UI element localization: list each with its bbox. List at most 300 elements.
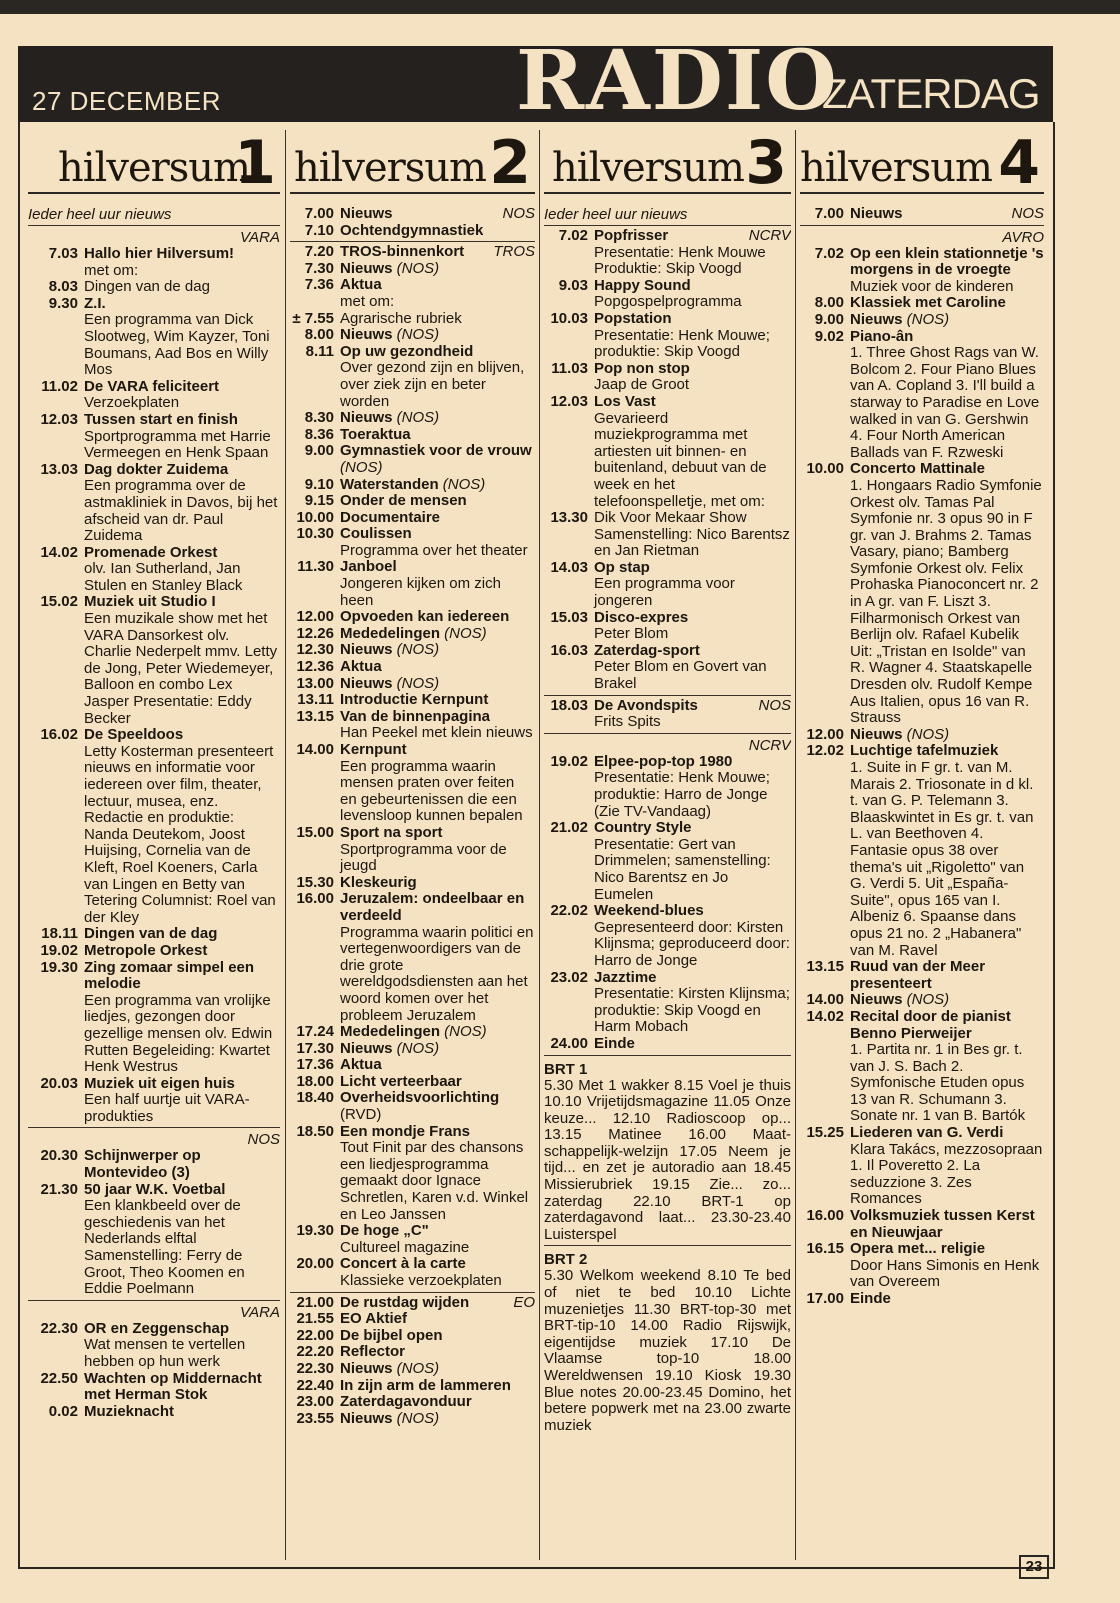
program-title: Zaterdagavonduur — [340, 1393, 472, 1411]
program-time: 13.15 — [296, 707, 334, 725]
program-note: (NOS) — [392, 1039, 440, 1057]
program-body — [340, 1295, 535, 1312]
program-time: 7.03 — [48, 245, 78, 262]
program-title: Weekend-blues — [594, 902, 704, 920]
program-entry — [800, 329, 1044, 462]
program-time: 16.03 — [550, 641, 588, 659]
program-body — [340, 692, 535, 709]
program-description: (RVD) — [340, 1106, 382, 1124]
program-body — [340, 1411, 535, 1428]
program-entry — [290, 311, 535, 328]
program-title: Nieuws — [340, 1039, 393, 1057]
program-title: Nieuws — [850, 725, 903, 743]
program-time: 18.50 — [296, 1122, 334, 1140]
program-body — [850, 1241, 1044, 1291]
program-entry — [800, 1291, 1044, 1308]
program-entry — [290, 427, 535, 444]
program-title: OR en Zeggenschap — [84, 1319, 230, 1337]
program-description: Klara Takács, mezzosopraan 1. Il Poveretto 2. La seduzzione 3. Zes Romances — [850, 1140, 1043, 1208]
program-title: Coulissen — [340, 525, 412, 543]
program-title: Aktua — [340, 276, 382, 294]
header-date: 27 DECEMBER — [32, 86, 221, 116]
column-divider — [539, 130, 540, 1560]
brt1-text: 5.30 Met 1 wakker 8.15 Voel je thuis 10.10 Vrijetijdsmagazine 11.05 Onze keuze... 12.10 Radioscoop op... 13.15 Matinee 16.00 Maat-schappelijk-welzijn 17.05 Neem je tijd... en zet je autoradio aan 18.45 Missierubriek 19.15 Zie... zo... zaterdag 22.10 BRT-1 op zaterdagavond laat... 23.30-23.40 Luisterspel — [544, 1076, 791, 1243]
program-description: Gevarieerd muziekprogramma met artiesten uit binnen- en buitenland, debuut van de week en het telefoonspelletje, met om: — [594, 409, 767, 510]
divider — [544, 1055, 791, 1056]
program-entry — [800, 727, 1044, 744]
program-title: Recital door de pianist Benno Pierweijer — [850, 1007, 1011, 1042]
program-time: 22.40 — [296, 1376, 334, 1394]
program-entry — [290, 1256, 535, 1289]
program-entry — [290, 642, 535, 659]
program-entry — [544, 228, 791, 278]
program-description: Presentatie: Henk Mouwe; produktie: Skip Voogd — [594, 326, 770, 361]
program-entry — [800, 295, 1044, 312]
program-time: 10.00 — [806, 460, 844, 478]
program-body — [340, 626, 535, 643]
program-title: Schijnwerper op Montevideo (3) — [84, 1147, 201, 1182]
program-description: Peter Blom — [594, 625, 669, 643]
column-divider — [795, 130, 796, 1560]
program-time: 23.55 — [296, 1409, 334, 1427]
program-note: (NOS) — [902, 725, 950, 743]
program-time: 9.00 — [304, 442, 334, 460]
program-note: (NOS) — [438, 475, 486, 493]
program-entry — [544, 394, 791, 510]
program-title: De Avondspits — [594, 696, 698, 714]
station-number: 2 — [489, 130, 531, 198]
header-title: RADIO — [516, 33, 839, 129]
program-body — [340, 891, 535, 1024]
program-time: 7.02 — [814, 244, 844, 262]
program-description: Een programma waarin mensen praten over feiten en gebeurtenissen die een levensloop kunnen bepalen — [340, 757, 523, 825]
program-list — [28, 228, 280, 1420]
program-entry — [544, 560, 791, 610]
divider — [28, 1127, 280, 1128]
program-time: 11.03 — [551, 359, 588, 377]
program-time: 23.00 — [296, 1393, 334, 1411]
program-body — [594, 510, 791, 560]
program-entry — [290, 493, 535, 510]
program-title: Nieuws — [340, 674, 393, 692]
program-time: 19.02 — [40, 941, 78, 959]
program-time: 11.30 — [297, 558, 334, 576]
program-entry — [28, 960, 280, 1076]
program-title: Nieuws — [850, 205, 903, 222]
program-entry — [290, 526, 535, 559]
program-entry — [800, 1241, 1044, 1291]
column-hilversum-1 — [28, 130, 280, 1550]
station-header — [290, 130, 535, 198]
broadcaster-label: VARA — [239, 229, 280, 246]
program-entry — [290, 891, 535, 1024]
program-description: 1. Hongaars Radio Symfonie Orkest olv. Tamas Pal Symfonie nr. 3 opus 90 in F gr. van J. Brahms 2. Tamas Vasary, piano; Bamberg Symfonie Orkest olv. Felix Prohaska Pianoconcert nr. 2 in A gr. van F. Liszt 3. Filharmonisch Orkest van Berlijn olv. Rafael Kubelik Uit: „Tristan en Isolde" van R. Wagner 4. Staatskapelle Dresden olv. Rudolf Kempe Aus Italien, opus 16 van R. Strauss — [850, 476, 1042, 727]
broadcaster-label: NOS — [247, 1131, 280, 1149]
program-entry — [800, 206, 1044, 223]
program-time: 23.02 — [550, 968, 588, 986]
program-body — [340, 1311, 535, 1328]
program-body — [340, 526, 535, 559]
program-time: 13.00 — [296, 674, 334, 692]
program-title: Concert à la carte — [340, 1255, 466, 1273]
program-time: 7.00 — [814, 205, 844, 222]
program-time: 20.03 — [40, 1074, 78, 1092]
broadcaster-tag: NCRV — [748, 227, 791, 244]
program-entry — [290, 742, 535, 825]
program-entry — [544, 361, 791, 394]
program-entry — [290, 1361, 535, 1378]
program-entry — [290, 477, 535, 494]
program-body — [594, 820, 791, 903]
program-description: Programma over het theater — [340, 541, 528, 559]
program-title: Nieuws — [340, 1409, 393, 1427]
program-title: Licht verteerbaar — [340, 1072, 462, 1090]
program-note: (NOS) — [392, 259, 440, 277]
program-time: 9.10 — [304, 475, 334, 493]
broadcaster-tag: EO — [513, 1293, 535, 1311]
program-note: (NOS) — [440, 1023, 487, 1041]
program-description: Sportprogramma met Harrie Vermeegen en Henk Spaan — [84, 427, 271, 462]
program-title: Nieuws — [340, 1359, 393, 1377]
program-time: 17.24 — [296, 1023, 334, 1041]
program-note: (NOS) — [392, 1359, 440, 1377]
program-title: Los Vast — [594, 392, 656, 410]
program-description: Presentatie: Kirsten Klijnsma; produktie: Skip Voogd en Harm Mobach — [594, 985, 790, 1036]
program-body — [340, 206, 535, 223]
program-description: Presentatie: Henk Mouwe Produktie: Skip Voogd — [594, 243, 766, 278]
program-body — [594, 643, 791, 693]
program-time: 10.00 — [296, 508, 334, 526]
program-title: Mededelingen — [340, 1023, 441, 1041]
program-title: Nieuws — [340, 326, 393, 344]
program-body — [340, 1074, 535, 1091]
program-title: EO Aktief — [340, 1310, 407, 1328]
program-body — [340, 709, 535, 742]
program-description: Tout Finit par des chansons een liedjesprogramma gemaakt door Ignace Schretlen, Karen v.d. Winkel en Leo Janssen — [340, 1139, 529, 1223]
program-time: 12.00 — [296, 608, 334, 626]
program-body — [340, 676, 535, 693]
program-title: Popfrisser — [594, 227, 669, 244]
program-body — [340, 742, 535, 825]
program-body — [340, 1057, 535, 1074]
program-time: 7.02 — [558, 227, 588, 244]
program-body — [594, 610, 791, 643]
program-title: Ruud van der Meer presenteert — [850, 958, 986, 992]
program-title: Zaterdag-sport — [594, 641, 700, 659]
program-body — [340, 493, 535, 510]
divider — [800, 225, 1044, 226]
header-day: ZATERDAG — [822, 70, 1040, 117]
program-entry — [800, 959, 1044, 992]
program-body — [340, 1223, 535, 1256]
program-title: Overheidsvoorlichting — [340, 1089, 500, 1107]
program-title: De bijbel open — [340, 1326, 443, 1344]
program-entry — [290, 1378, 535, 1395]
program-entry — [800, 312, 1044, 329]
program-body — [84, 296, 280, 379]
station-number: 3 — [745, 130, 787, 198]
program-title: Z.I. — [84, 294, 106, 312]
program-time: 12.03 — [550, 392, 588, 410]
program-list — [290, 206, 535, 1427]
program-time: 20.00 — [296, 1255, 334, 1273]
program-description: Frits Spits — [594, 713, 661, 731]
program-description: Dingen van de dag — [84, 278, 210, 296]
program-entry — [800, 743, 1044, 959]
program-body — [594, 311, 791, 361]
program-time: 22.00 — [296, 1326, 334, 1344]
program-time: 21.00 — [296, 1293, 334, 1311]
program-title: Nieuws — [340, 259, 393, 277]
program-time: 14.00 — [806, 991, 844, 1009]
divider — [290, 241, 535, 242]
program-entry — [290, 277, 535, 310]
program-body — [84, 1182, 280, 1298]
program-description: Klassieke verzoekplaten — [340, 1272, 502, 1289]
program-entry — [290, 1411, 535, 1428]
program-entry — [290, 327, 535, 344]
program-body — [850, 959, 1044, 992]
program-title: Einde — [850, 1290, 891, 1307]
program-time: 7.36 — [304, 276, 334, 294]
program-time: 9.00 — [814, 310, 844, 328]
program-title: Country Style — [594, 819, 692, 837]
program-time: 20.30 — [40, 1147, 78, 1165]
program-entry — [544, 903, 791, 969]
program-time: 9.15 — [304, 492, 334, 510]
program-time: 15.03 — [550, 608, 588, 626]
program-title: Aktua — [340, 1056, 382, 1074]
program-description: olv. Ian Sutherland, Jan Stulen en Stanley Black — [84, 560, 243, 594]
program-time: 8.03 — [48, 278, 78, 296]
program-body — [340, 1394, 535, 1411]
program-entry — [28, 926, 280, 943]
program-time: 22.02 — [550, 902, 588, 920]
program-title: Mededelingen — [340, 624, 441, 642]
program-time: 10.03 — [550, 309, 588, 327]
broadcaster-tag: TROS — [493, 243, 535, 261]
program-entry — [800, 1125, 1044, 1208]
program-title: Dag dokter Zuidema — [84, 460, 229, 478]
program-title: Van de binnenpagina — [340, 707, 491, 725]
program-time: 12.26 — [296, 624, 334, 642]
program-time: 12.36 — [296, 658, 334, 676]
program-body — [850, 1291, 1044, 1308]
program-note: (NOS) — [392, 409, 440, 427]
program-title: Elpee-pop-top 1980 — [594, 752, 733, 770]
program-time: 14.02 — [40, 543, 78, 561]
program-time: 15.02 — [40, 593, 78, 611]
program-time: 12.30 — [296, 641, 334, 659]
program-list — [800, 206, 1044, 1308]
program-entry — [28, 1076, 280, 1126]
program-description: Letty Kosterman presenteert nieuws en informatie voor iedereen over film, theater, lectuur, musea, enz. Redactie en produktie: Nanda Deutekom, Joost Huijsing, Cornelia van de Kleft, Roel Koeners, Carla van Lingen en Betty van Tetering Columnist: Roel van der Kley — [84, 742, 276, 926]
broadcaster-tag: NOS — [502, 205, 535, 222]
program-time: 11.02 — [41, 377, 78, 395]
program-title: Nieuws — [340, 641, 393, 659]
program-body — [340, 1090, 535, 1123]
program-time: 8.11 — [305, 342, 334, 360]
program-body — [594, 361, 791, 394]
program-description: met om: — [340, 292, 395, 310]
program-time: 9.02 — [814, 327, 844, 345]
program-entry — [28, 594, 280, 727]
program-entry — [28, 279, 280, 296]
program-description: Han Peekel met klein nieuws — [340, 724, 533, 742]
divider — [544, 733, 791, 734]
program-time: ± 7.55 — [292, 309, 334, 327]
program-title: Een mondje Frans — [340, 1122, 471, 1140]
program-description: Een programma van Dick Slootweg, Wim Kayzer, Toni Boumans, Aad Bos en Willy Mos — [84, 311, 270, 379]
program-body — [84, 246, 280, 279]
program-entry — [290, 609, 535, 626]
program-description: Peter Blom en Govert van Brakel — [594, 658, 767, 693]
program-title: Nieuws — [340, 409, 393, 427]
program-entry — [290, 1090, 535, 1123]
program-description: Een programma van vrolijke liedjes, gezongen door gezellige mensen olv. Edwin Rutten Begeleiding: Kwartet Henk Westrus — [84, 991, 273, 1076]
program-entry — [800, 1009, 1044, 1125]
program-time: 7.00 — [304, 205, 334, 222]
program-body — [340, 1344, 535, 1361]
program-entry — [544, 510, 791, 560]
column-hilversum-3 — [544, 130, 791, 1550]
program-entry — [544, 643, 791, 693]
program-entry — [290, 659, 535, 676]
program-description: Presentatie: Henk Mouwe; produktie: Harro de Jonge (Zie TV-Vandaag) — [594, 769, 770, 820]
program-body — [340, 825, 535, 875]
program-entry — [28, 412, 280, 462]
brt1-title: BRT 1 — [544, 1060, 588, 1078]
program-entry — [290, 443, 535, 476]
broadcaster-label: AVRO — [1002, 228, 1044, 246]
program-description: Dik Voor Mekaar Show Samenstelling: Nico Barentsz en Jan Rietman — [594, 509, 790, 560]
program-time: 22.50 — [40, 1369, 78, 1387]
program-entry — [290, 1024, 535, 1041]
divider — [290, 1292, 535, 1293]
program-time: 14.02 — [806, 1007, 844, 1025]
program-entry — [290, 1057, 535, 1074]
program-description: Sportprogramma voor de jeugd — [340, 840, 507, 875]
program-title: Ochtendgymnastiek — [340, 221, 484, 239]
program-entry — [290, 510, 535, 527]
program-body — [340, 609, 535, 626]
program-time: 7.10 — [304, 221, 334, 239]
program-title: De Speeldoos — [84, 726, 184, 744]
program-entry — [28, 246, 280, 279]
program-entry — [290, 261, 535, 278]
program-body — [84, 1076, 280, 1126]
program-title: Aktua — [340, 658, 382, 676]
program-body — [850, 992, 1044, 1009]
program-entry — [544, 698, 791, 731]
program-time: 13.30 — [550, 509, 588, 527]
program-entry — [290, 559, 535, 609]
program-time: 7.20 — [304, 243, 334, 261]
column-hilversum-4 — [800, 130, 1044, 1550]
program-entry — [290, 626, 535, 643]
program-time: 8.36 — [304, 425, 334, 443]
station-number: 1 — [234, 130, 276, 198]
program-title: Muziek uit eigen huis — [84, 1074, 235, 1092]
program-entry — [290, 692, 535, 709]
program-description: Een muzikale show met het VARA Dansorkest olv. Charlie Nederpelt mmv. Letty de Jong, Peter Wiedemeyer, Balloon en combo Lex Jasper Presentatie: Eddy Becker — [84, 610, 278, 727]
broadcaster-label: VARA — [239, 1303, 280, 1321]
program-time: 21.30 — [40, 1180, 78, 1198]
program-body — [340, 223, 535, 240]
program-entry — [290, 1394, 535, 1411]
program-title: Muziek uit Studio I — [84, 593, 216, 611]
program-body — [84, 727, 280, 926]
program-entry — [290, 223, 535, 240]
program-body — [84, 960, 280, 1076]
program-title: Volksmuziek tussen Kerst en Nieuwjaar — [850, 1207, 1035, 1241]
program-entry — [544, 278, 791, 311]
program-body — [84, 1371, 280, 1404]
program-body — [340, 277, 535, 310]
program-entry — [290, 676, 535, 693]
program-time: 24.00 — [550, 1034, 588, 1052]
program-entry — [544, 970, 791, 1036]
program-description: Muziek voor de kinderen — [850, 277, 1014, 295]
program-note: (NOS) — [340, 458, 383, 476]
station-header — [800, 130, 1044, 198]
program-body — [340, 427, 535, 444]
program-title: Metropole Orkest — [84, 941, 208, 959]
program-body — [84, 462, 280, 545]
program-title: Jazztime — [594, 968, 657, 986]
program-body — [340, 1041, 535, 1058]
program-body — [84, 943, 280, 960]
program-body — [594, 903, 791, 969]
program-title: Reflector — [340, 1343, 406, 1361]
news-note: Ieder heel uur nieuws — [544, 206, 791, 226]
program-time: 22.20 — [296, 1343, 334, 1361]
program-body — [84, 279, 280, 296]
program-title: Zing zomaar simpel een melodie — [84, 958, 255, 993]
program-time: 19.30 — [296, 1222, 334, 1240]
program-note: (NOS) — [440, 624, 487, 642]
program-body — [340, 1378, 535, 1395]
program-description: Popgospelprogramma — [594, 293, 742, 311]
program-title: Piano-ân — [850, 327, 914, 345]
program-title: Janboel — [340, 558, 397, 576]
page-number: 23 — [1019, 1555, 1049, 1579]
program-body — [84, 1148, 280, 1181]
program-description: 1. Three Ghost Rags van W. Bolcom 2. Four Piano Blues van A. Copland 3. I'll build a starway to Paradise en Love walked in van G. Gershwin 4. Four North American Ballads van F. Rzweski — [850, 344, 1040, 461]
program-description: Een half uurtje uit VARA-produkties — [84, 1091, 250, 1125]
brt2-title: BRT 2 — [544, 1251, 588, 1269]
program-entry — [290, 410, 535, 427]
program-description: Over gezond zijn en blijven, over ziek zijn en beter worden — [340, 359, 525, 410]
program-body — [84, 1321, 280, 1371]
program-entry — [544, 754, 791, 820]
program-time: 8.00 — [304, 326, 334, 344]
program-entry — [290, 344, 535, 410]
program-note: (NOS) — [392, 674, 440, 692]
program-title: Nieuws — [340, 205, 393, 222]
program-title: Toeraktua — [340, 425, 411, 443]
program-title: Waterstanden — [340, 475, 439, 493]
program-description: Gepresenteerd door: Kirsten Klijnsma; geproduceerd door: Harro de Jonge — [594, 918, 790, 969]
program-description: Door Hans Simonis en Henk van Overeem — [850, 1256, 1040, 1291]
program-title: Sport na sport — [340, 823, 443, 841]
program-body — [340, 327, 535, 344]
program-body — [850, 727, 1044, 744]
program-title: Promenade Orkest — [84, 543, 218, 561]
program-body — [340, 1256, 535, 1289]
program-body — [84, 926, 280, 943]
program-entry — [290, 1344, 535, 1361]
